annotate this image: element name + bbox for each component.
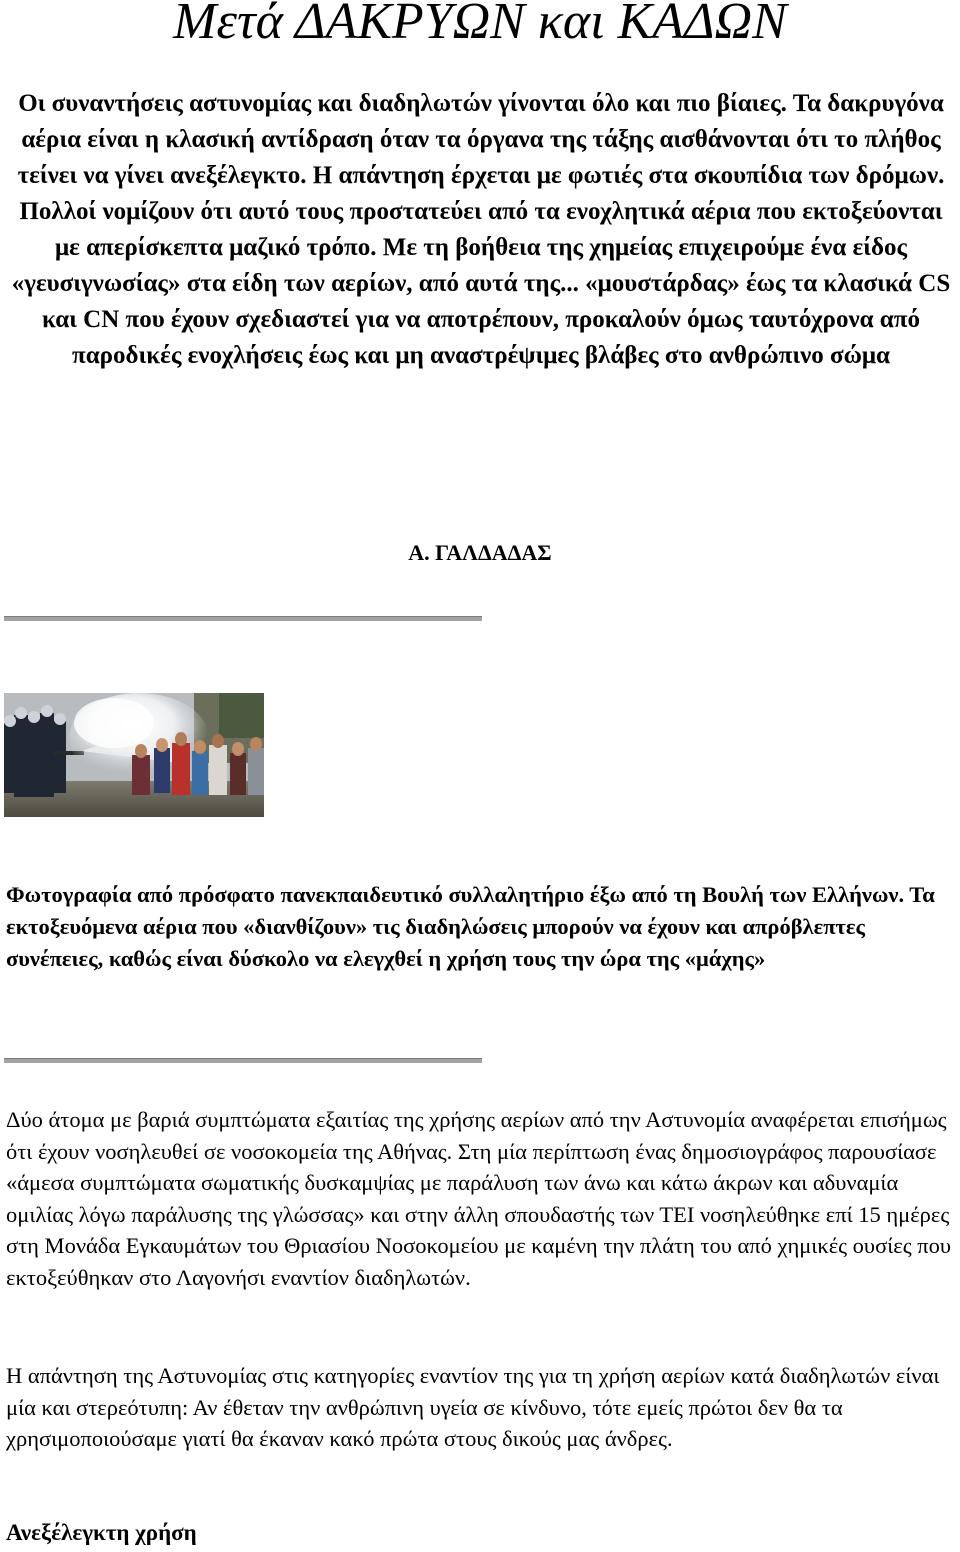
protest-tear-gas-photo [4,693,264,817]
photo-caption: Φωτογραφία από πρόσφατο πανεκπαιδευτικό συλλαλητήριο έξω από τη Βουλή των Ελλήνων. Τα εκτοξευόμενα αέρια που «διανθίζουν» τις διαδηλώσεις μπορούν να έχουν και απρόβλεπτες συνέπειες, καθώς είναι δύσκολο να ελεγχθεί η χρήση τους την ώρα της «μάχης» [6,882,935,971]
body-paragraph-1: Δύο άτομα με βαριά συμπτώματα εξαιτίας της χρήσης αερίων από την Αστυνομία αναφέρεται επισήμως ότι έχουν νοσηλευθεί σε νοσοκομεία της Αθήνας. Στη μία περίπτωση ένας δημοσιογράφος παρουσίασε «άμεσα συμπτώματα σωματικής δυσκαμψίας με παράλυση των άνω και κάτω άκρων και αδυναμία ομιλίας λόγω παράλυσης της γλώσσας» και στην άλλη σπουδαστής των ΤΕΙ νοσηλεύθηκε επί 15 ημέρες στη Μονάδα Εγκαυμάτων του Θριασίου Νοσοκομείου με καμένη την πλάτη του από χημικές ουσίες που εκτοξεύθηκαν στο Λαγονήσι εναντίον διαδηλωτών. [6,1107,951,1290]
article-author: Α. ΓΑΛΔΑΔΑΣ [408,540,552,565]
horizontal-divider-top [4,616,482,621]
section-subheading: Ανεξέλεγκτη χρήση [6,1520,197,1545]
article-intro: Οι συναντήσεις αστυνομίας και διαδηλωτών γίνονται όλο και πιο βίαιες. Τα δακρυγόνα αέρια είναι η κλασική αντίδραση όταν τα όργανα της τάξης αισθάνονται ότι το πλήθος τείνει να γίνει ανεξέλεγκτο. Η απάντηση έρχεται με φωτιές στα σκουπίδια των δρόμων. Πολλοί νομίζουν ότι αυτό τους προστατεύει από τα ενοχλητικά αέρια που εκτοξεύονται με απερίσκεπτα μαζικό τρόπο. Με τη βοήθεια της χημείας επιχειρούμε ένα είδος «γευσιγνωσίας» στα είδη των αερίων, από αυτά της... «μουστάρδας» έως τα κλασικά CS και CN που έχουν σχεδιαστεί για να αποτρέπουν, προκαλούν όμως ταυτόχρονα από παροδικές ενοχλήσεις έως και μη αναστρέψιμες βλάβες στο ανθρώπινο σώμα [11,90,951,369]
article-title: Μετά ΔΑΚΡΥΩΝ και ΚΑΔΩΝ [173,0,787,50]
body-paragraph-2: Η απάντηση της Αστυνομίας στις κατηγορίες εναντίον της για τη χρήση αερίων κατά διαδηλωτών είναι μία και στερεότυπη: Αν έθεταν την ανθρώπινη υγεία σε κίνδυνο, τότε εμείς πρώτοι δεν θα τα χρησιμοποιούσαμε γιατί θα έκαναν κακό πρώτα στους δικούς μας άνδρες. [6,1363,940,1451]
horizontal-divider-bottom [4,1058,482,1063]
